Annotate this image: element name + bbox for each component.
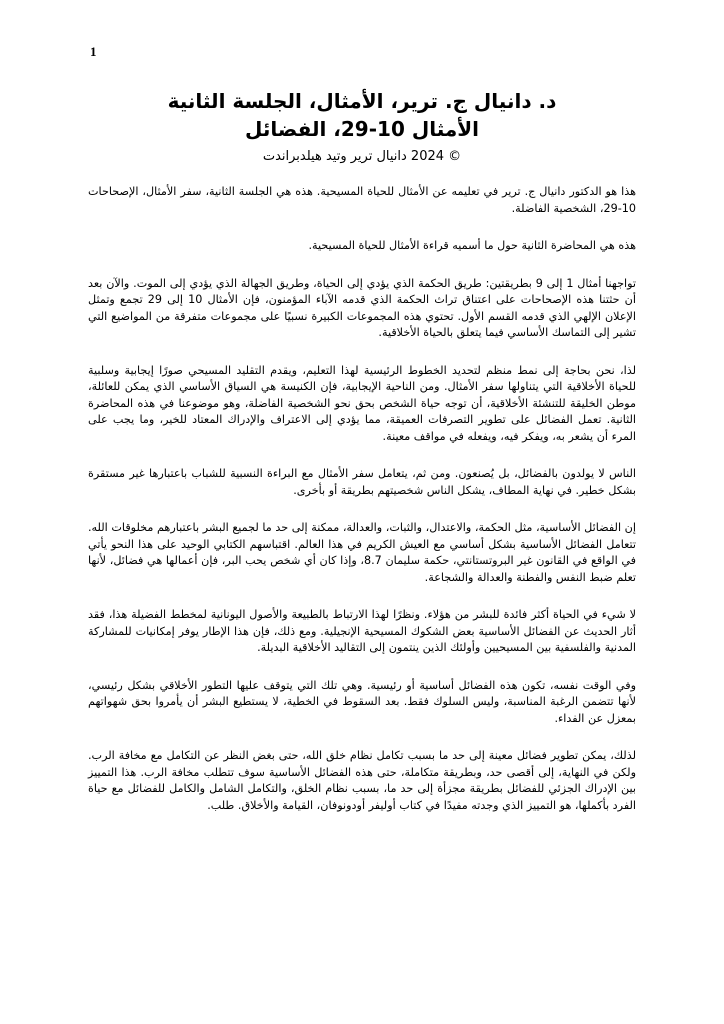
page-number: 1 [90,44,97,59]
paragraph: الناس لا يولدون بالفضائل، بل يُصنعون. ومن ثم، يتعامل سفر الأمثال مع البراءة النسبية للشباب باعتبارها غير مستقرة بشكل خطير. في نهاية المطاف، يشكل الناس شخصيتهم بطريقة أو بأخرى. [88,467,636,497]
document-title: د. دانيال ج. ترير، الأمثال، الجلسة الثانية [167,89,557,113]
paragraph: إن الفضائل الأساسية، مثل الحكمة، والاعتدال، والثبات، والعدالة، ممكنة إلى حد ما لجميع البشر باعتبارهم مخلوقات الله. تتعامل الفضائل الأساسية بشكل أساسي مع العيش الكريم في هذا العالم. اقتباسهم الكتابي الوحيد على هذا النحو يأتي في الواقع في القانون غير البروتستانتي، حكمة سليمان 8.7، وإذا كان أي شخص يحب البر، فإن أعمالها هي فضائل، لأنها تعلم ضبط النفس والفطنة والعدالة والشجاعة. [88,521,636,584]
document-subtitle: الأمثال 10-29، الفضائل [244,117,480,141]
paragraph: لذا، نحن بحاجة إلى نمط منظم لتحديد الخطوط الرئيسية لهذا التعليم، ويقدم التقليد المسيحي صورًا إيجابية وسلبية للحياة الأخلاقية التي يتناولها سفر الأمثال. ومن الناحية الإيجابية، فإن الكنيسة هي السياق الأساسي الذي يمكن للعائلة، موطن الخليقة للتنشئة الأخلاقية، أن توجه حياة الشخص بحق نحو الشخصية الفاضلة، وهو موضوعنا في هذه المحاضرة الثانية. تعمل الفضائل على تطوير التصرفات العميقة، مما يؤدي إلى الاعتراف والإدراك المعتاد للخير، وما يجب على المرء أن يشعر به، ويفكر فيه، ويفعله في مواقف معينة. [88,363,636,443]
copyright-line: © 2024 دانيال ترير وتيد هيلدبراندت [262,149,462,164]
paragraph: وفي الوقت نفسه، تكون هذه الفضائل أساسية أو رئيسية. وهي تلك التي يتوقف عليها التطور الأخلاقي بشكل رئيسي، لأنها تتضمن الرغبة المناسبة، وليس السلوك فقط. بعد السقوط في الخطية، لا يستطيع البشر أن يأمروا بحق شهواتهم بمعزل عن الفداء. [88,678,636,725]
paragraph: لا شيء في الحياة أكثر فائدة للبشر من هؤلاء. ونظرًا لهذا الارتباط بالطبيعة والأصول اليونانية لمخطط الفضيلة هذا، فقد أثار الحديث عن الفضائل الأساسية بعض الشكوك المسيحية الإنجيلية. ومع ذلك، فإن هذا الإطار يوفر إمكانيات للمشاركة المدنية والفلسفية بين المسيحيين وأولئك الذين ينتمون إلى التقاليد الأخلاقية البديلة. [88,608,636,654]
document-body [88,184,636,835]
paragraph: تواجهنا أمثال 1 إلى 9 بطريقتين: طريق الحكمة الذي يؤدي إلى الحياة، وطريق الجهالة الذي يؤدي إلى الموت. والآن بعد أن حثتنا هذه الإصحاحات على اعتناق تراث الحكمة الذي قدمه الآباء المؤمنون، فإن الأمثال 10 إلى 29 تجمع وتمثل الإعلان الإلهي الذي قدمه القسم الأول. تحتوي هذه المجموعات الكبيرة نسبيًا على مجموعات متفرقة من المواضيع التي تشير إلى التماسك الأساسي فيما يتعلق بالحياة الأخلاقية. [88,276,636,339]
paragraph: لذلك، يمكن تطوير فضائل معينة إلى حد ما بسبب تكامل نظام خلق الله، حتى بغض النظر عن التكامل مع مخافة الرب. ولكن في النهاية، إلى أقصى حد، وبطريقة متكاملة، حتى هذه الفضائل الأساسية سوف تتطلب مخافة الرب. هذا التمييز بين الإدراك الجزئي للفضائل بطريقة مجزأة إلى حد ما، بسبب نظام الخلق، والتكامل الشامل والكامل للفضائل مع حياة الفرد بأكملها، هو التمييز الذي وجدته مفيدًا في كتاب أوليفر أودونوفان، القيامة والأخلاق. طلب. [88,749,636,812]
document-header [60,88,664,166]
paragraph: هذه هي المحاضرة الثانية حول ما أسميه قراءة الأمثال للحياة المسيحية. [308,239,636,252]
paragraph: هذا هو الدكتور دانيال ج. ترير في تعليمه عن الأمثال للحياة المسيحية. هذه هي الجلسة الثانية، سفر الأمثال، الإصحاحات 10-29، الشخصية الفاضلة. [88,185,636,215]
